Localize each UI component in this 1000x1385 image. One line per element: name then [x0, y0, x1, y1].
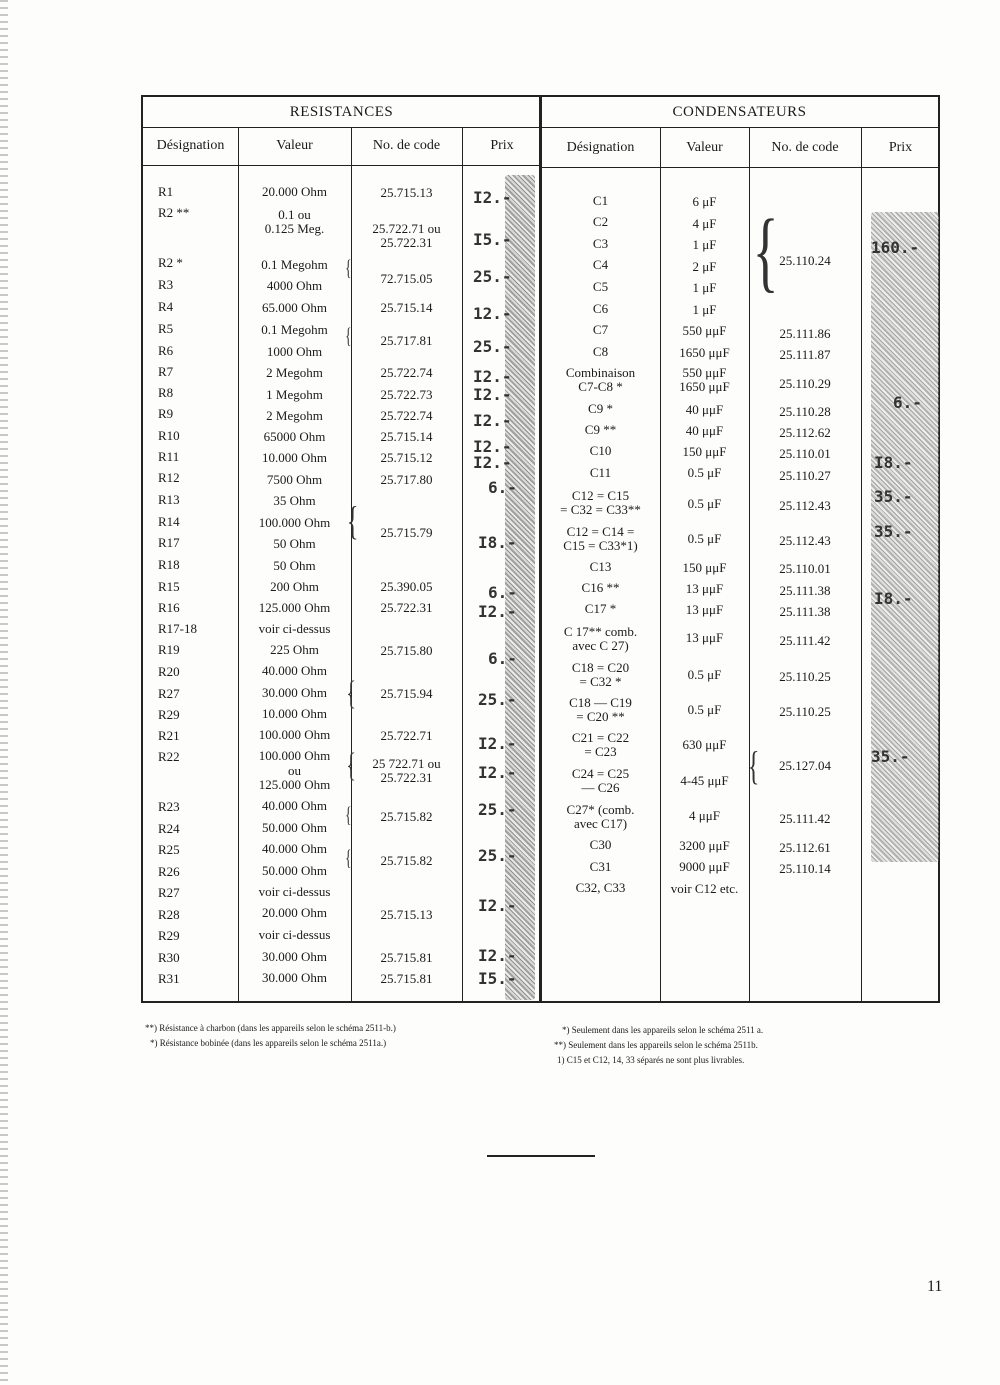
res-price: 25.-	[478, 800, 517, 819]
cond-designation: C27* (comb.	[566, 802, 635, 817]
cond-designation: = C32 *	[579, 674, 622, 689]
res-value: 100.000 Ohm	[258, 727, 331, 742]
res-value: 65000 Ohm	[263, 429, 326, 444]
cond-value: 4 μF	[692, 216, 717, 231]
res-designation: R17-18	[158, 621, 197, 636]
condensateurs-table	[539, 95, 940, 1003]
res-code: 25.715.80	[380, 643, 433, 658]
res-value: 20.000 Ohm	[262, 184, 327, 199]
cond-designation: C6	[592, 301, 609, 316]
section-rule	[487, 1155, 595, 1157]
res-price: 6.-	[488, 478, 517, 497]
res-code: 25.717.80	[380, 472, 433, 487]
res-designation: R7	[158, 364, 174, 379]
cond-designation: C4	[592, 257, 609, 272]
res-designation: R26	[158, 864, 180, 879]
res-price: I2.-	[473, 188, 512, 207]
cond-price: 35.-	[874, 522, 913, 541]
res-value: ou	[288, 763, 301, 778]
res-code: 25.722.31	[380, 600, 433, 615]
res-designation: R8	[158, 385, 174, 400]
res-code: 25.715.79	[380, 525, 433, 540]
cond-code: 25.127.04	[779, 758, 831, 773]
res-value: 0.1 Megohm	[261, 257, 328, 272]
res-value: 1 Megohm	[266, 387, 323, 402]
cond-code: 25.110.28	[779, 404, 831, 419]
res-code: 25.715.12	[380, 450, 433, 465]
cond-designation: C18 = C20	[571, 660, 630, 675]
brace: {	[345, 845, 352, 870]
res-code: 25.722.71 ou	[372, 221, 441, 236]
footnote-resistance-charbon: **) Résistance à charbon (dans les appareils selon le schéma 2511-b.)	[145, 1023, 396, 1033]
cond-code: 25.110.14	[779, 861, 831, 876]
cond-price: I8.-	[874, 589, 913, 608]
cond-designation: C24 = C25	[571, 766, 630, 781]
cond-designation: C3	[592, 236, 609, 251]
cond-designation: C18 — C19	[569, 695, 632, 710]
cond-designation: = C32 = C33**	[560, 502, 641, 517]
res-price: I5.-	[478, 969, 517, 988]
cond-designation: C1	[592, 193, 609, 208]
res-code: 25.722.71	[380, 728, 433, 743]
cond-price: 35.-	[874, 487, 913, 506]
cond-value: 3200 μμF	[679, 838, 730, 853]
res-price: 12.-	[473, 304, 512, 323]
res-designation: R28	[158, 907, 180, 922]
res-value: 50.000 Ohm	[262, 820, 327, 835]
cond-code: 25.110.25	[779, 704, 831, 719]
res-price: 25.-	[473, 337, 512, 356]
cond-code: 25.111.42	[779, 811, 831, 826]
res-price: 25.-	[473, 267, 512, 286]
res-value: 0.1 ou	[278, 207, 311, 222]
cond-value: 40 μμF	[685, 423, 724, 438]
res-designation: R2 *	[158, 255, 183, 270]
cond-value: 0.5 μF	[687, 702, 722, 717]
res-value: 1000 Ohm	[266, 344, 323, 359]
cond-code: 25.112.61	[779, 840, 831, 855]
res-code: 25.722.73	[380, 387, 433, 402]
cond-value: 550 μμF	[682, 323, 727, 338]
res-price: 25.-	[478, 846, 517, 865]
res-value: 40.000 Ohm	[262, 841, 327, 856]
cond-value: 1 μF	[692, 280, 717, 295]
res-code: 25.715.13	[380, 185, 433, 200]
cond-designation: C11	[589, 465, 612, 480]
cond-designation: C8	[592, 344, 609, 359]
cond-value: 6 μF	[692, 194, 717, 209]
res-code: 25.715.81	[380, 971, 433, 986]
res-code: 25.715.14	[380, 300, 433, 315]
cond-value: 550 μμF	[682, 365, 727, 380]
brace: {	[747, 743, 760, 788]
page-number: 11	[927, 1278, 943, 1295]
res-value: 0.1 Megohm	[261, 322, 328, 337]
cond-code: 25.110.01	[779, 446, 831, 461]
cond-code: 25.110.25	[779, 669, 831, 684]
res-code: 25 722.71 ou	[372, 756, 441, 771]
res-designation: R14	[158, 514, 180, 529]
res-value: 65.000 Ohm	[262, 300, 327, 315]
res-designation: R17	[158, 535, 180, 550]
res-price: 25.-	[478, 690, 517, 709]
res-value: 7500 Ohm	[266, 472, 323, 487]
cond-price: 35.-	[871, 747, 910, 766]
cond-code: 25.111.38	[779, 604, 831, 619]
res-code: 25.715.14	[380, 429, 433, 444]
res-code: 25.715.81	[380, 950, 433, 965]
cond-designation: avec C17)	[573, 816, 628, 831]
res-value: 225 Ohm	[270, 642, 319, 657]
res-designation: R31	[158, 971, 180, 986]
res-value: 125.000 Ohm	[258, 777, 331, 792]
cond-value: 13 μμF	[685, 630, 724, 645]
res-designation: R5	[158, 321, 174, 336]
cond-code: 25.111.87	[779, 347, 831, 362]
cond-value: 150 μμF	[682, 560, 727, 575]
res-price: 6.-	[488, 649, 517, 668]
res-price: I2.-	[473, 411, 512, 430]
cond-designation: C12 = C14 =	[566, 524, 635, 539]
footnote-resistance-bobinee: *) Résistance bobinée (dans les appareils selon le schéma 2511a.)	[150, 1038, 387, 1048]
res-code: 25.715.94	[380, 686, 433, 701]
brace: {	[752, 202, 779, 301]
cond-value: 13 μμF	[685, 602, 724, 617]
cond-code: 25.112.62	[779, 425, 831, 440]
res-designation: R18	[158, 557, 180, 572]
res-designation: R29	[158, 707, 180, 722]
res-value: 100.000 Ohm	[258, 748, 331, 763]
footnote-cond-2511b: **) Seulement dans les appareils selon le schéma 2511b.	[554, 1040, 758, 1050]
res-price: 6.-	[488, 583, 517, 602]
res-designation: R1	[158, 184, 174, 199]
brace: {	[345, 255, 352, 280]
cond-value: 4-45 μμF	[680, 773, 729, 788]
cond-designation: C9 *	[588, 401, 613, 416]
res-value: 125.000 Ohm	[258, 600, 331, 615]
res-code: 25.722.74	[380, 365, 433, 380]
footnote-cond-not-available: 1) C15 et C12, 14, 33 séparés ne sont plus livrables.	[557, 1055, 745, 1065]
cond-price: I8.-	[874, 453, 913, 472]
cond-designation: C30	[589, 837, 612, 852]
res-code: 25.717.81	[380, 333, 433, 348]
cond-designation: = C20 **	[576, 709, 625, 724]
res-value: 30.000 Ohm	[262, 970, 327, 985]
res-value: 35 Ohm	[273, 493, 316, 508]
res-designation: R6	[158, 343, 174, 358]
res-value: 4000 Ohm	[266, 278, 323, 293]
cond-designation: C13	[589, 559, 612, 574]
cond-value: 1 μF	[692, 237, 717, 252]
cond-price: 160.-	[871, 238, 920, 257]
brace: {	[346, 675, 357, 712]
res-designation: R27	[158, 686, 180, 701]
res-designation: R23	[158, 799, 180, 814]
res-designation: R12	[158, 470, 180, 485]
res-code: 25.722.74	[380, 408, 433, 423]
cond-header-prix: Prix	[861, 129, 940, 168]
cond-designation: C9 **	[584, 422, 617, 437]
res-designation: R30	[158, 950, 180, 965]
res-value: 20.000 Ohm	[262, 905, 327, 920]
cond-code: 25.111.42	[779, 633, 831, 648]
cond-header-code: No. de code	[749, 129, 861, 168]
res-code: 25.715.13	[380, 907, 433, 922]
cond-value: 0.5 μF	[687, 667, 722, 682]
brace: {	[345, 802, 352, 827]
cond-designation: C32, C33	[575, 880, 626, 895]
res-designation: R10	[158, 428, 180, 443]
res-designation: R25	[158, 842, 180, 857]
res-value: 200 Ohm	[270, 579, 319, 594]
cond-value: 150 μμF	[682, 444, 727, 459]
res-code: 25.390.05	[380, 579, 433, 594]
cond-value: 0.5 μF	[687, 465, 722, 480]
res-price: I5.-	[473, 230, 512, 249]
res-value: 100.000 Ohm	[258, 515, 331, 530]
res-designation: R29	[158, 928, 180, 943]
res-price: I2.-	[478, 763, 517, 782]
footnote-cond-2511a: *) Seulement dans les appareils selon le schéma 2511 a.	[562, 1025, 764, 1035]
cond-code: 25.110.24	[779, 253, 831, 268]
cond-header-designation: Désignation	[541, 129, 660, 168]
parts-price-sheet	[141, 95, 940, 1003]
res-value: voir ci-dessus	[258, 884, 331, 899]
res-price: I2.-	[478, 602, 517, 621]
res-value: 50.000 Ohm	[262, 863, 327, 878]
res-value: 40.000 Ohm	[262, 663, 327, 678]
res-value: 50 Ohm	[273, 558, 316, 573]
res-price: I2.-	[473, 453, 512, 472]
brace: {	[346, 747, 357, 784]
res-price: I2.-	[473, 437, 512, 456]
cond-code: 25.110.01	[779, 561, 831, 576]
res-value: 0.125 Meg.	[264, 221, 325, 236]
res-designation: R27	[158, 885, 180, 900]
res-code: 25.722.31	[380, 235, 433, 250]
res-value: 2 Megohm	[266, 408, 323, 423]
res-designation: R22	[158, 749, 180, 764]
cond-designation: C5	[592, 279, 609, 294]
res-code: 25.715.82	[380, 853, 433, 868]
cond-designation: — C26	[581, 780, 620, 795]
cond-designation: C31	[589, 859, 612, 874]
cond-value: 0.5 μF	[687, 531, 722, 546]
cond-price: 6.-	[893, 393, 922, 412]
res-value: 10.000 Ohm	[262, 450, 327, 465]
res-designation: R21	[158, 728, 180, 743]
cond-designation: C7-C8 *	[578, 379, 623, 394]
res-designation: R15	[158, 579, 180, 594]
res-value: 30.000 Ohm	[262, 949, 327, 964]
res-code: 72.715.05	[380, 271, 433, 286]
cond-code: 25.111.38	[779, 583, 831, 598]
res-value: 10.000 Ohm	[262, 706, 327, 721]
cond-value: 2 μF	[692, 259, 717, 274]
cond-designation: C12 = C15	[571, 488, 630, 503]
brace: {	[346, 498, 359, 543]
res-designation: R2 **	[158, 205, 190, 220]
cond-value: 630 μμF	[682, 737, 727, 752]
res-designation: R19	[158, 642, 180, 657]
res-price: I2.-	[473, 385, 512, 404]
res-designation: R20	[158, 664, 180, 679]
res-designation: R4	[158, 299, 174, 314]
cond-designation: = C23	[584, 744, 617, 759]
cond-designation: avec C 27)	[572, 638, 629, 653]
cond-designation: C7	[592, 322, 609, 337]
res-designation: R16	[158, 600, 180, 615]
cond-value: 9000 μμF	[679, 859, 730, 874]
res-value: voir ci-dessus	[258, 621, 331, 636]
res-designation: R9	[158, 406, 174, 421]
condensateurs-title: CONDENSATEURS	[541, 97, 938, 128]
binding-edge	[0, 0, 8, 1385]
res-code: 25.722.31	[380, 770, 433, 785]
res-value: 30.000 Ohm	[262, 685, 327, 700]
cond-code: 25.110.29	[779, 376, 831, 391]
cond-designation: C16 **	[581, 580, 620, 595]
cond-code: 25.112.43	[779, 498, 831, 513]
res-header-valeur: Valeur	[238, 127, 351, 166]
res-designation: R11	[158, 449, 180, 464]
cond-value: 1650 μμF	[679, 379, 730, 394]
cond-value: 40 μμF	[685, 402, 724, 417]
cond-value: 1 μF	[692, 302, 717, 317]
cond-value: 13 μμF	[685, 581, 724, 596]
cond-designation: C17 *	[584, 601, 617, 616]
res-price: I2.-	[478, 734, 517, 753]
resistances-table	[141, 95, 542, 1003]
cond-code: 25.112.43	[779, 533, 831, 548]
cond-value: voir C12 etc.	[670, 881, 739, 896]
res-designation: R13	[158, 492, 180, 507]
res-header-code: No. de code	[351, 127, 462, 166]
resistances-title: RESISTANCES	[143, 97, 540, 128]
cond-code: 25.111.86	[779, 326, 831, 341]
res-price: I2.-	[473, 367, 512, 386]
res-header-prix: Prix	[462, 127, 542, 166]
res-price: I2.-	[478, 896, 517, 915]
cond-code: 25.110.27	[779, 468, 831, 483]
res-value: 2 Megohm	[266, 365, 323, 380]
cond-value: 1650 μμF	[679, 345, 730, 360]
cond-designation: C21 = C22	[571, 730, 630, 745]
cond-designation: C15 = C33*1)	[563, 538, 638, 553]
cond-designation: C2	[592, 214, 609, 229]
res-designation: R24	[158, 821, 180, 836]
res-header-designation: Désignation	[143, 127, 238, 166]
cond-header-valeur: Valeur	[660, 129, 749, 168]
cond-designation: C10	[589, 443, 612, 458]
res-value: 50 Ohm	[273, 536, 316, 551]
res-value: voir ci-dessus	[258, 927, 331, 942]
res-value: 40.000 Ohm	[262, 798, 327, 813]
res-price: I8.-	[478, 533, 517, 552]
res-code: 25.715.82	[380, 809, 433, 824]
cond-value: 0.5 μF	[687, 496, 722, 511]
cond-value: 4 μμF	[689, 808, 720, 823]
cond-designation: C 17** comb.	[563, 624, 638, 639]
brace: {	[345, 323, 352, 348]
res-designation: R3	[158, 277, 174, 292]
cond-designation: Combinaison	[565, 365, 636, 380]
res-price: I2.-	[478, 946, 517, 965]
